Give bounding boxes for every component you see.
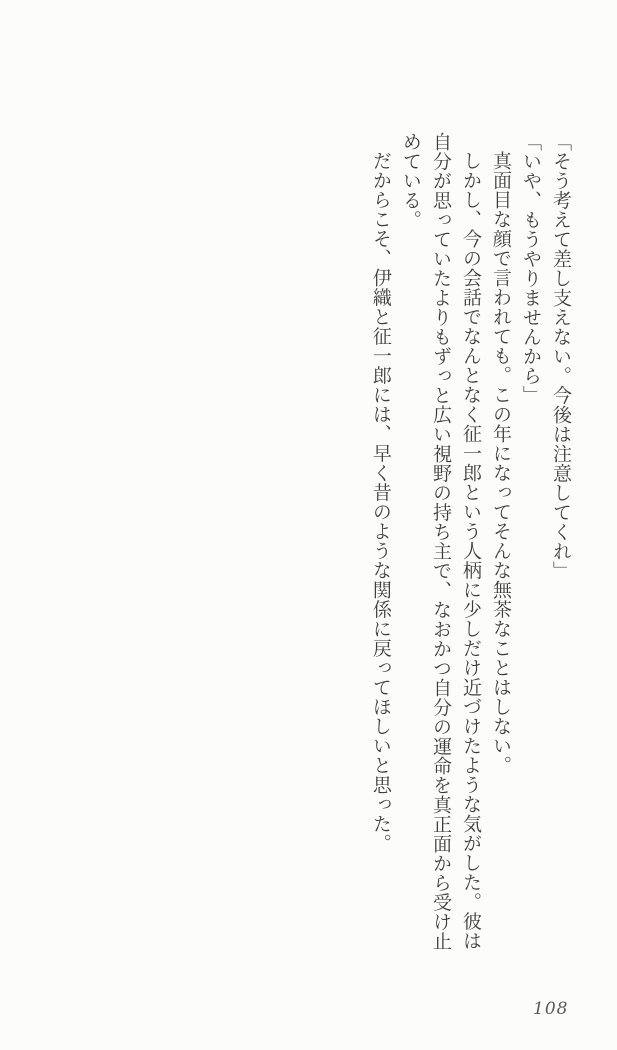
page-text-block bbox=[366, 132, 576, 952]
paragraph-narrative-2: しかし、今の会話でなんとなく征一郎という人柄に少しだけ近づけたような気がした。彼は自分が思っていたよりもずっと広い視野の持ち主で、なおかつ自分の運命を真正面から受け止めている。 bbox=[399, 132, 482, 951]
paragraph-dialogue-2: 「いや、もうやりませんから」 bbox=[519, 132, 542, 405]
paragraph-dialogue-1: 「そう考えて差し支えない。今後は注意してくれ」 bbox=[550, 132, 572, 581]
paragraph-narrative-3: だからこそ、伊織と征一郎には、早く昔のような関係に戻ってほしいと思った。 bbox=[369, 151, 392, 853]
paragraph-narrative-1: 真面目な顔で言われても。この年になってそんな無茶なことはしない。 bbox=[489, 151, 512, 775]
page-number: 108 bbox=[533, 999, 569, 1019]
